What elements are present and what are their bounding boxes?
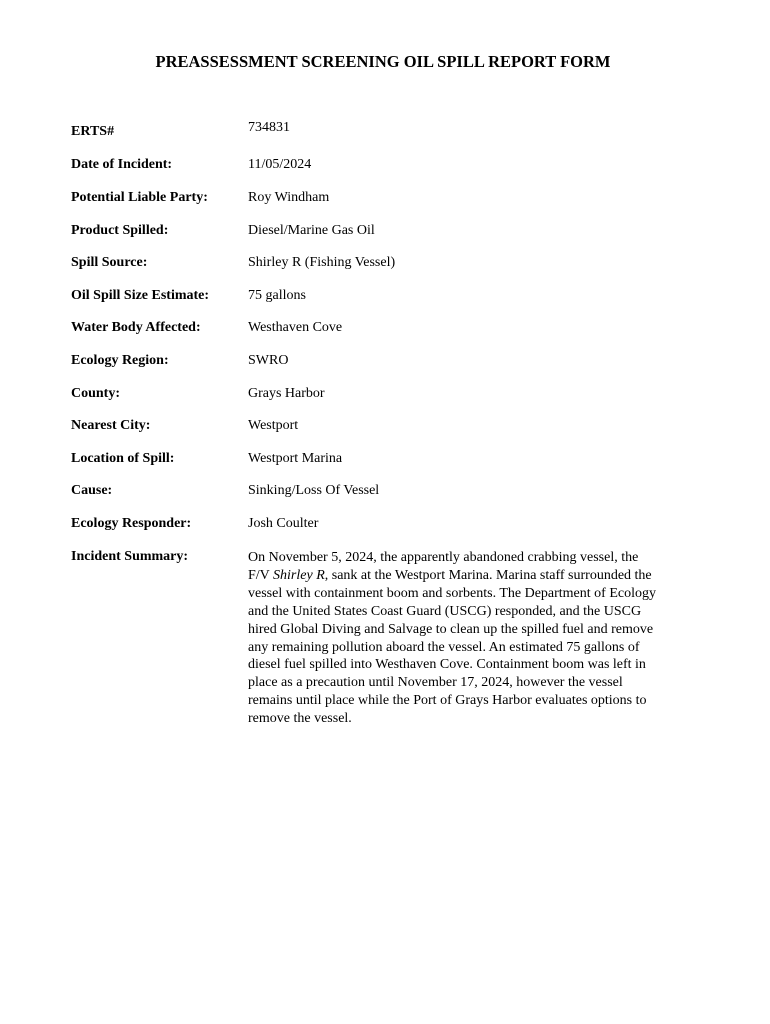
nearest-city-value: Westport bbox=[248, 418, 299, 433]
location-of-spill-label: Location of Spill: bbox=[71, 451, 175, 466]
location-of-spill-value: Westport Marina bbox=[248, 451, 343, 466]
product-spilled-value: Diesel/Marine Gas Oil bbox=[248, 223, 375, 238]
potential-liable-party-value: Roy Windham bbox=[248, 190, 330, 205]
ecology-responder-value: Josh Coulter bbox=[248, 516, 319, 531]
spill-source-value: Shirley R (Fishing Vessel) bbox=[248, 255, 396, 270]
summary-line: any remaining pollution aboard the vessel. An estimated 75 gallons of bbox=[248, 639, 640, 655]
spill-source-label: Spill Source: bbox=[71, 255, 148, 270]
summary-line: hired Global Diving and Salvage to clean up the spilled fuel and remove bbox=[248, 621, 654, 637]
water-body-affected-label: Water Body Affected: bbox=[71, 320, 201, 335]
summary-line: vessel with containment boom and sorbents. The Department of Ecology bbox=[248, 585, 656, 601]
product-spilled-label: Product Spilled: bbox=[71, 223, 169, 238]
cause-value: Sinking/Loss Of Vessel bbox=[248, 483, 380, 498]
summary-line: On November 5, 2024, the apparently abandoned crabbing vessel, the bbox=[248, 550, 639, 565]
ecology-responder-label: Ecology Responder: bbox=[71, 516, 192, 531]
county-label: County: bbox=[71, 386, 121, 401]
nearest-city-label: Nearest City: bbox=[71, 418, 151, 433]
erts-value: 734831 bbox=[248, 120, 290, 135]
oil-spill-size-estimate-value: 75 gallons bbox=[248, 288, 306, 303]
county-value: Grays Harbor bbox=[248, 386, 325, 401]
vessel-name: Shirley R bbox=[273, 567, 325, 583]
incident-summary-label: Incident Summary: bbox=[71, 549, 189, 564]
summary-line: diesel fuel spilled into Westhaven Cove. Containment boom was left in bbox=[248, 657, 646, 673]
summary-line: remains until place while the Port of Grays Harbor evaluates options to bbox=[248, 693, 647, 709]
water-body-affected-value: Westhaven Cove bbox=[248, 320, 343, 335]
summary-line: and the United States Coast Guard (USCG) responded, and the USCG bbox=[248, 603, 642, 619]
oil-spill-size-estimate-label: Oil Spill Size Estimate: bbox=[71, 288, 210, 303]
summary-line: place as a precaution until November 17, 2024, however the vessel bbox=[248, 675, 623, 691]
summary-line bbox=[248, 567, 698, 585]
potential-liable-party-label: Potential Liable Party: bbox=[71, 190, 208, 205]
ecology-region-value: SWRO bbox=[248, 353, 289, 368]
page-title: PREASSESSMENT SCREENING OIL SPILL REPORT FORM bbox=[155, 52, 611, 71]
cause-label: Cause: bbox=[71, 483, 113, 498]
incident-summary-text bbox=[248, 549, 698, 728]
ecology-region-label: Ecology Region: bbox=[71, 353, 169, 368]
date-of-incident-label: Date of Incident: bbox=[71, 157, 173, 172]
date-of-incident-value: 11/05/2024 bbox=[248, 157, 312, 172]
summary-line-2-suffix: , sank at the Westport Marina. Marina staff surrounded the bbox=[324, 567, 652, 583]
erts-label: ERTS# bbox=[71, 124, 115, 139]
summary-line-2-prefix: F/V bbox=[248, 567, 274, 583]
summary-line: remove the vessel. bbox=[248, 711, 352, 727]
